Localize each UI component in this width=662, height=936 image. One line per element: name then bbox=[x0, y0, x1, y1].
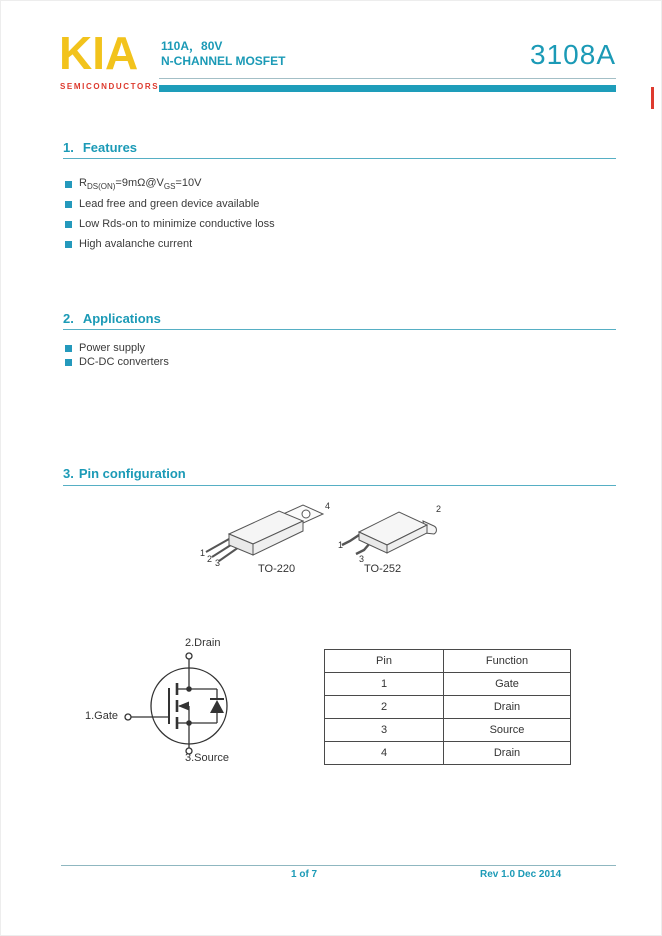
table-row bbox=[325, 673, 571, 696]
symbol-drain-label: 2.Drain bbox=[185, 637, 221, 649]
features-heading-number: 1. bbox=[63, 140, 74, 155]
bullet-icon bbox=[65, 359, 72, 366]
table-cell-function: Source bbox=[444, 719, 571, 742]
table-cell-pin: 1 bbox=[325, 673, 444, 696]
header-thin-rule bbox=[159, 78, 616, 79]
feature-item: Lead free and green device available bbox=[79, 198, 260, 210]
part-number: 3108A bbox=[530, 39, 616, 70]
symbol-gate-label: 1.Gate bbox=[85, 710, 119, 722]
application-item: Power supply bbox=[79, 342, 146, 354]
features-underline bbox=[63, 158, 616, 159]
table-cell-pin: 3 bbox=[325, 719, 444, 742]
rdson-base1: R bbox=[79, 177, 87, 189]
table-row bbox=[325, 696, 571, 719]
applications-heading bbox=[63, 311, 161, 326]
to252-pin3-label: 3 bbox=[359, 554, 365, 564]
applications-heading-title: Applications bbox=[82, 311, 161, 326]
to252-pin1-label: 1 bbox=[338, 540, 344, 550]
bullet-icon bbox=[65, 345, 72, 352]
bullet-icon bbox=[65, 201, 72, 208]
feature-item: Low Rds-on to minimize conductive loss bbox=[79, 218, 275, 230]
applications-heading-number: 2. bbox=[63, 311, 74, 326]
table-cell-function: Drain bbox=[444, 696, 571, 719]
table-cell-function: Drain bbox=[444, 742, 571, 765]
bullet-icon bbox=[65, 241, 72, 248]
pin-config-heading-number: 3. bbox=[63, 466, 74, 481]
features-heading-title: Features bbox=[82, 140, 138, 155]
to220-pin1-label: 1 bbox=[200, 548, 206, 558]
rdson-sub1: DS(ON) bbox=[86, 182, 116, 192]
header-accent-bar bbox=[159, 85, 616, 92]
to220-pin3-label: 3 bbox=[215, 558, 221, 568]
rdson-base2: =9mΩ@V bbox=[115, 177, 164, 189]
features-heading bbox=[63, 140, 137, 155]
feature-item: High avalanche current bbox=[79, 238, 193, 250]
pin-config-heading bbox=[63, 466, 186, 481]
logo-subtitle: SEMICONDUCTORS bbox=[60, 82, 160, 91]
bullet-icon bbox=[65, 221, 72, 228]
to252-package-drawing bbox=[337, 500, 449, 564]
symbol-source-label: 3.Source bbox=[185, 752, 230, 764]
table-header-function: Function bbox=[444, 650, 571, 673]
pin-config-heading-title: Pin configuration bbox=[78, 466, 186, 481]
mosfet-symbol-drawing bbox=[99, 631, 284, 771]
table-row bbox=[325, 719, 571, 742]
rdson-sub2: GS bbox=[163, 182, 176, 192]
page-number: 1 of 7 bbox=[291, 869, 318, 880]
table-cell-pin: 4 bbox=[325, 742, 444, 765]
pin-config-underline bbox=[63, 485, 616, 486]
table-row bbox=[325, 742, 571, 765]
pin-function-table bbox=[324, 649, 571, 765]
header-device-type: N-CHANNEL MOSFET bbox=[161, 54, 286, 68]
to252-pin2-label: 2 bbox=[436, 504, 442, 514]
header-rating: 110A，80V bbox=[161, 39, 223, 53]
table-cell-pin: 2 bbox=[325, 696, 444, 719]
feature-item-rdson bbox=[79, 177, 201, 191]
to220-pin2-label: 2 bbox=[207, 554, 213, 564]
to220-package-drawing bbox=[199, 498, 339, 570]
to220-label: TO-220 bbox=[258, 563, 296, 575]
to252-label: TO-252 bbox=[364, 563, 402, 575]
footer-rule bbox=[61, 865, 616, 866]
table-cell-function: Gate bbox=[444, 673, 571, 696]
bullet-icon bbox=[65, 181, 72, 188]
application-item: DC-DC converters bbox=[79, 356, 169, 368]
header-red-tick bbox=[651, 87, 654, 109]
table-header-pin: Pin bbox=[325, 650, 444, 673]
applications-underline bbox=[63, 329, 616, 330]
revision-label: Rev 1.0 Dec 2014 bbox=[480, 869, 562, 880]
table-header-row bbox=[325, 650, 571, 673]
kia-logo: KIA bbox=[59, 27, 139, 79]
rdson-base3: =10V bbox=[175, 177, 202, 189]
to220-pin4-label: 4 bbox=[325, 501, 331, 511]
